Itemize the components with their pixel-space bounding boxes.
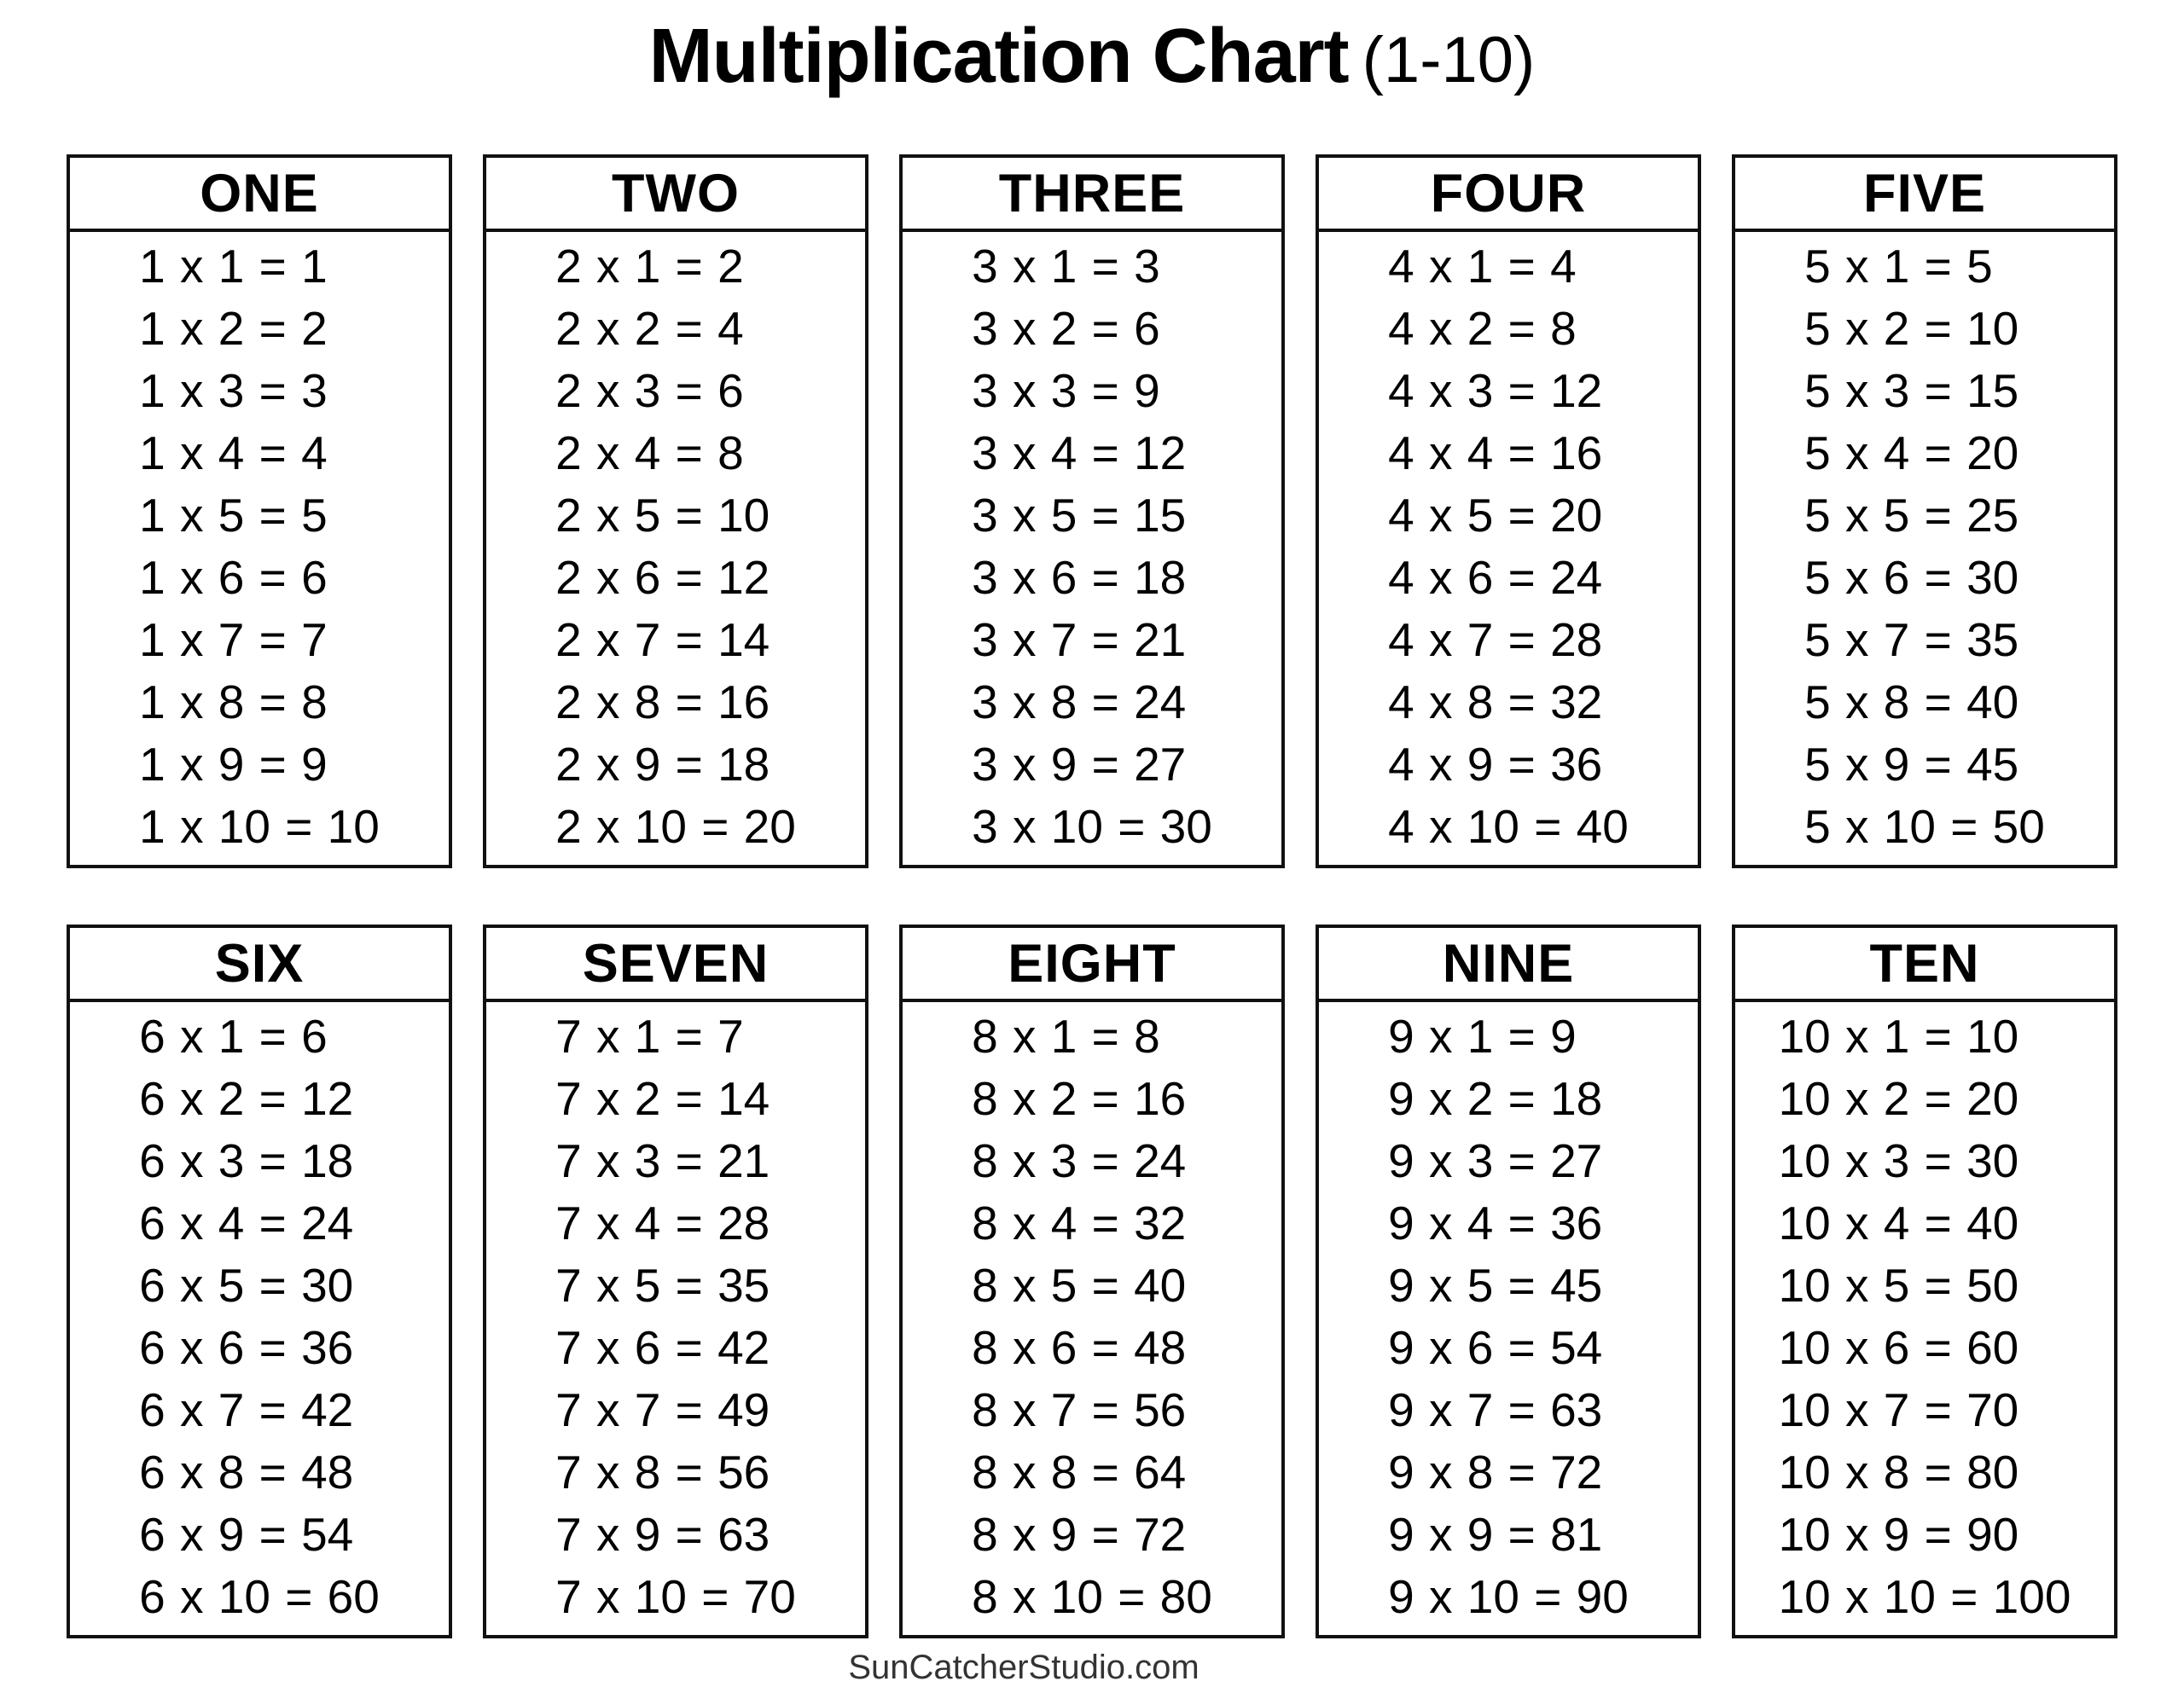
fact-row: 10 x 7 = 70	[1778, 1383, 2019, 1436]
fact-row: 6 x 2 = 12	[139, 1072, 354, 1125]
table-card-five	[1732, 154, 2117, 868]
fact-row: 9 x 8 = 72	[1388, 1446, 1603, 1499]
facts-list	[1319, 232, 1698, 865]
fact-row: 5 x 2 = 10	[1804, 302, 2019, 355]
fact-row: 4 x 10 = 40	[1388, 800, 1629, 853]
table-card-nine	[1316, 925, 1701, 1638]
table-title: ONE	[70, 158, 449, 232]
fact-row: 7 x 9 = 63	[555, 1508, 770, 1561]
fact-row: 6 x 6 = 36	[139, 1321, 354, 1374]
fact-row: 4 x 4 = 16	[1388, 426, 1603, 479]
fact-row: 8 x 3 = 24	[972, 1134, 1187, 1187]
fact-row: 5 x 5 = 25	[1804, 489, 2019, 542]
page-title-suffix: (1-10)	[1362, 24, 1536, 96]
fact-row: 4 x 5 = 20	[1388, 489, 1603, 542]
fact-row: 10 x 5 = 50	[1778, 1259, 2019, 1312]
table-card-seven	[483, 925, 868, 1638]
page-title	[0, 12, 2184, 123]
fact-row: 1 x 6 = 6	[139, 551, 328, 604]
facts-list	[903, 232, 1281, 865]
fact-row: 8 x 2 = 16	[972, 1072, 1187, 1125]
fact-row: 9 x 10 = 90	[1388, 1570, 1629, 1623]
fact-row: 2 x 7 = 14	[555, 613, 770, 666]
fact-row: 6 x 10 = 60	[139, 1570, 380, 1623]
page-title-main: Multiplication Chart	[648, 14, 1349, 99]
fact-row: 2 x 2 = 4	[555, 302, 744, 355]
fact-row: 9 x 9 = 81	[1388, 1508, 1603, 1561]
table-card-six	[67, 925, 452, 1638]
fact-row: 6 x 7 = 42	[139, 1383, 354, 1436]
fact-row: 1 x 5 = 5	[139, 489, 328, 542]
fact-row: 9 x 7 = 63	[1388, 1383, 1603, 1436]
fact-row: 4 x 1 = 4	[1388, 240, 1577, 293]
fact-row: 10 x 2 = 20	[1778, 1072, 2019, 1125]
fact-row: 8 x 9 = 72	[972, 1508, 1187, 1561]
fact-row: 3 x 10 = 30	[972, 800, 1212, 853]
fact-row: 1 x 8 = 8	[139, 675, 328, 728]
facts-column	[139, 235, 380, 858]
fact-row: 3 x 8 = 24	[972, 675, 1187, 728]
table-title: NINE	[1319, 928, 1698, 1002]
fact-row: 4 x 7 = 28	[1388, 613, 1603, 666]
facts-list	[486, 1002, 865, 1635]
fact-row: 10 x 9 = 90	[1778, 1508, 2019, 1561]
fact-row: 9 x 1 = 9	[1388, 1010, 1577, 1063]
table-title: FOUR	[1319, 158, 1698, 232]
fact-row: 2 x 6 = 12	[555, 551, 770, 604]
fact-row: 7 x 3 = 21	[555, 1134, 770, 1187]
table-title: TWO	[486, 158, 865, 232]
fact-row: 10 x 4 = 40	[1778, 1197, 2019, 1249]
fact-row: 8 x 1 = 8	[972, 1010, 1160, 1063]
fact-row: 2 x 9 = 18	[555, 738, 770, 791]
fact-row: 1 x 3 = 3	[139, 364, 328, 417]
fact-row: 3 x 1 = 3	[972, 240, 1160, 293]
fact-row: 9 x 6 = 54	[1388, 1321, 1603, 1374]
facts-column	[1779, 1006, 2071, 1628]
fact-row: 2 x 8 = 16	[555, 675, 770, 728]
table-title: THREE	[903, 158, 1281, 232]
fact-row: 5 x 6 = 30	[1804, 551, 2019, 604]
facts-list	[903, 1002, 1281, 1635]
facts-list	[1735, 1002, 2114, 1635]
fact-row: 7 x 7 = 49	[555, 1383, 770, 1436]
facts-column	[972, 235, 1212, 858]
fact-row: 1 x 7 = 7	[139, 613, 328, 666]
fact-row: 6 x 9 = 54	[139, 1508, 354, 1561]
facts-list	[1319, 1002, 1698, 1635]
fact-row: 10 x 3 = 30	[1778, 1134, 2019, 1187]
facts-column	[555, 1006, 796, 1628]
table-card-three	[899, 154, 1285, 868]
fact-row: 4 x 3 = 12	[1388, 364, 1603, 417]
fact-row: 4 x 6 = 24	[1388, 551, 1603, 604]
table-card-eight	[899, 925, 1285, 1638]
fact-row: 5 x 1 = 5	[1804, 240, 1993, 293]
facts-column	[1804, 235, 2045, 858]
table-title: SIX	[70, 928, 449, 1002]
facts-list	[70, 232, 449, 865]
fact-row: 1 x 4 = 4	[139, 426, 328, 479]
fact-row: 8 x 7 = 56	[972, 1383, 1187, 1436]
fact-row: 1 x 9 = 9	[139, 738, 328, 791]
fact-row: 6 x 8 = 48	[139, 1446, 354, 1499]
table-card-one	[67, 154, 452, 868]
fact-row: 8 x 5 = 40	[972, 1259, 1187, 1312]
table-card-four	[1316, 154, 1701, 868]
fact-row: 6 x 1 = 6	[139, 1010, 328, 1063]
fact-row: 3 x 2 = 6	[972, 302, 1160, 355]
fact-row: 5 x 9 = 45	[1804, 738, 2019, 791]
fact-row: 3 x 3 = 9	[972, 364, 1160, 417]
fact-row: 9 x 2 = 18	[1388, 1072, 1603, 1125]
fact-row: 2 x 3 = 6	[555, 364, 744, 417]
table-title: SEVEN	[486, 928, 865, 1002]
fact-row: 5 x 4 = 20	[1804, 426, 2019, 479]
fact-row: 6 x 3 = 18	[139, 1134, 354, 1187]
table-title: EIGHT	[903, 928, 1281, 1002]
fact-row: 4 x 8 = 32	[1388, 675, 1603, 728]
fact-row: 9 x 4 = 36	[1388, 1197, 1603, 1249]
facts-column	[972, 1006, 1212, 1628]
facts-column	[1388, 1006, 1629, 1628]
fact-row: 2 x 1 = 2	[555, 240, 744, 293]
facts-list	[70, 1002, 449, 1635]
fact-row: 7 x 6 = 42	[555, 1321, 770, 1374]
fact-row: 2 x 4 = 8	[555, 426, 744, 479]
fact-row: 5 x 3 = 15	[1804, 364, 2019, 417]
fact-row: 6 x 5 = 30	[139, 1259, 354, 1312]
fact-row: 5 x 10 = 50	[1804, 800, 2045, 853]
fact-row: 5 x 7 = 35	[1804, 613, 2019, 666]
facts-column	[139, 1006, 380, 1628]
facts-list	[1735, 232, 2114, 865]
fact-row: 7 x 2 = 14	[555, 1072, 770, 1125]
fact-row: 10 x 10 = 100	[1778, 1570, 2071, 1623]
fact-row: 3 x 9 = 27	[972, 738, 1187, 791]
fact-row: 1 x 10 = 10	[139, 800, 380, 853]
fact-row: 7 x 1 = 7	[555, 1010, 744, 1063]
fact-row: 10 x 6 = 60	[1778, 1321, 2019, 1374]
fact-row: 7 x 4 = 28	[555, 1197, 770, 1249]
tables-grid	[67, 154, 2117, 1638]
fact-row: 1 x 2 = 2	[139, 302, 328, 355]
fact-row: 3 x 4 = 12	[972, 426, 1187, 479]
table-title: FIVE	[1735, 158, 2114, 232]
fact-row: 6 x 4 = 24	[139, 1197, 354, 1249]
fact-row: 10 x 1 = 10	[1778, 1010, 2019, 1063]
fact-row: 1 x 1 = 1	[139, 240, 328, 293]
facts-column	[1388, 235, 1629, 858]
fact-row: 8 x 4 = 32	[972, 1197, 1187, 1249]
fact-row: 9 x 5 = 45	[1388, 1259, 1603, 1312]
fact-row: 3 x 7 = 21	[972, 613, 1187, 666]
fact-row: 4 x 2 = 8	[1388, 302, 1577, 355]
facts-list	[486, 232, 865, 865]
facts-column	[555, 235, 796, 858]
fact-row: 8 x 6 = 48	[972, 1321, 1187, 1374]
fact-row: 3 x 5 = 15	[972, 489, 1187, 542]
table-title: TEN	[1735, 928, 2114, 1002]
fact-row: 7 x 8 = 56	[555, 1446, 770, 1499]
table-card-two	[483, 154, 868, 868]
fact-row: 5 x 8 = 40	[1804, 675, 2019, 728]
multiplication-chart-page	[0, 12, 2184, 1687]
fact-row: 4 x 9 = 36	[1388, 738, 1603, 791]
fact-row: 9 x 3 = 27	[1388, 1134, 1603, 1187]
fact-row: 10 x 8 = 80	[1778, 1446, 2019, 1499]
fact-row: 2 x 5 = 10	[555, 489, 770, 542]
fact-row: 3 x 6 = 18	[972, 551, 1187, 604]
fact-row: 2 x 10 = 20	[555, 800, 796, 853]
footer-site-text: SunCatcherStudio.com	[848, 1649, 1199, 1686]
fact-row: 7 x 5 = 35	[555, 1259, 770, 1312]
footer	[0, 1647, 2116, 1687]
fact-row: 8 x 10 = 80	[972, 1570, 1212, 1623]
fact-row: 7 x 10 = 70	[555, 1570, 796, 1623]
fact-row: 8 x 8 = 64	[972, 1446, 1187, 1499]
table-card-ten	[1732, 925, 2117, 1638]
